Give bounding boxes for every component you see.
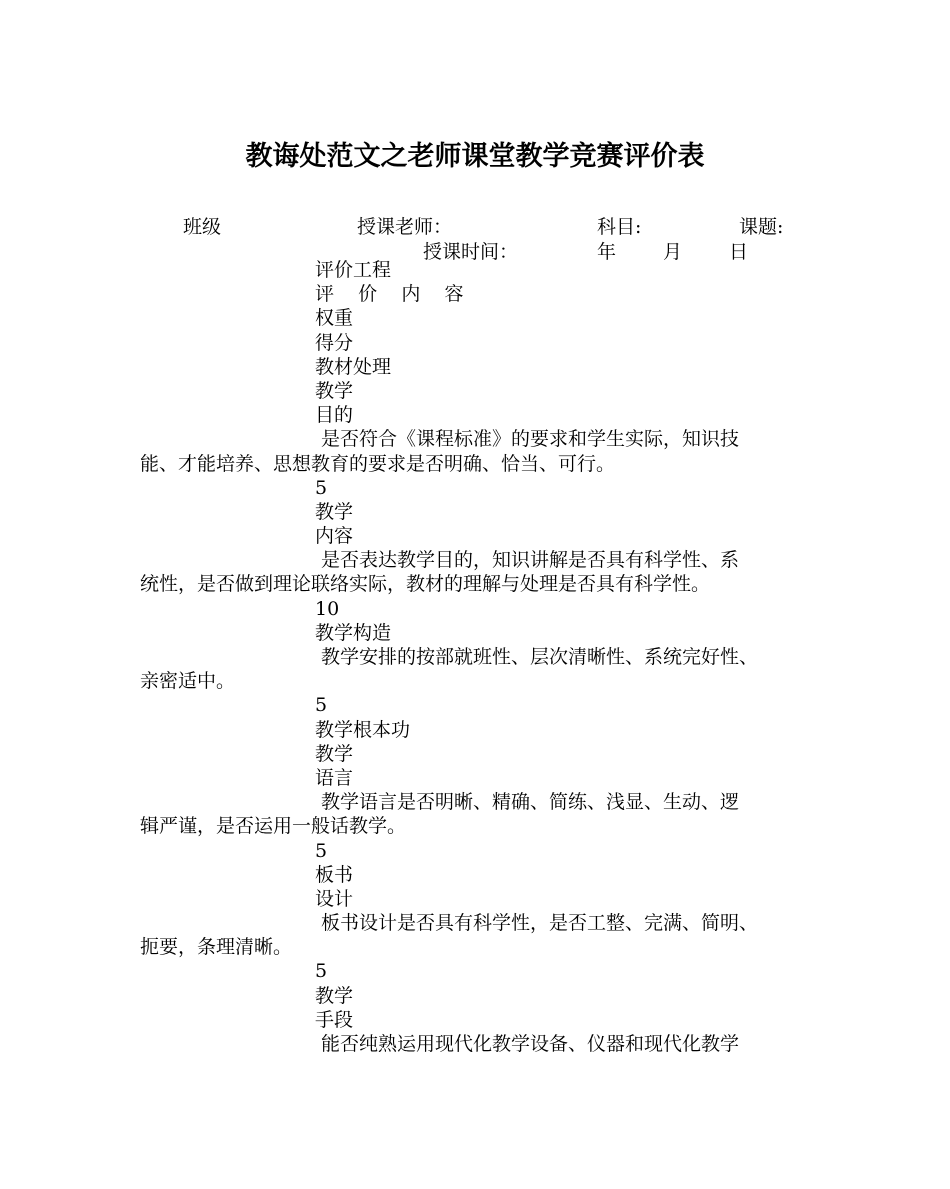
row-item-label: 目的 (315, 404, 354, 427)
row-item-label: 教学 (315, 984, 354, 1007)
row-item-label: 教学 (315, 742, 354, 765)
row-weight: 5 (315, 476, 328, 499)
category-label: 教材处理 (315, 355, 392, 378)
row-item-label: 教学 (315, 500, 354, 523)
row-item-label: 教学 (315, 379, 354, 402)
row-description: 是否符合《课程标准》的要求和学生实际，知识技 (321, 428, 740, 451)
row-item-label: 教学构造 (315, 621, 392, 644)
topic-label: 课题: (739, 216, 784, 238)
row-description: 是否表达教学目的，知识讲解是否具有科学性、系 (321, 549, 740, 572)
row-weight: 5 (315, 694, 328, 717)
row-weight: 5 (315, 960, 328, 983)
teacher-label: 授课老师： (357, 216, 453, 238)
row-weight: 5 (315, 839, 328, 862)
subject-label: 科目: (597, 216, 642, 238)
row-description-continued: 辑严谨，是否运用一般话教学。 (140, 815, 407, 838)
row-description: 能否纯熟运用现代化教学设备、仪器和现代化教学 (321, 1033, 740, 1055)
column-header-weight: 权重 (315, 307, 354, 330)
evaluation-table-flow (140, 258, 835, 1056)
column-header-score: 得分 (315, 331, 354, 354)
row-description-continued: 能、才能培养、思想教育的要求是否明确、恰当、可行。 (140, 452, 616, 475)
day-label: 日 (729, 241, 749, 263)
row-description: 板书设计是否具有科学性，是否工整、完满、简明、 (321, 912, 759, 935)
row-item-label: 设计 (315, 887, 354, 910)
row-description-continued: 亲密适中。 (140, 670, 236, 693)
row-description: 教学安排的按部就班性、层次清晰性、系统完好性、 (321, 646, 759, 668)
class-label: 班级 (183, 216, 222, 238)
time-label: 授课时间： (423, 241, 519, 263)
column-header-item: 评价工程 (315, 259, 392, 281)
row-description-continued: 统性，是否做到理论联络实际，教材的理解与处理是否具有科学性。 (140, 573, 711, 596)
category-label: 教学根本功 (315, 718, 411, 741)
year-label: 年 (597, 241, 617, 263)
row-description-continued: 扼要，条理清晰。 (140, 936, 293, 959)
row-weight: 10 (315, 597, 340, 620)
document-title: 教诲处范文之老师课堂教学竞赛评价表 (245, 141, 705, 172)
row-description: 教学语言是否明晰、精确、简练、浅显、生动、逻 (321, 791, 740, 814)
row-item-label: 语言 (315, 766, 354, 789)
row-item-label: 内容 (315, 525, 354, 548)
row-item-label: 手段 (315, 1008, 354, 1031)
row-item-label: 板书 (315, 863, 354, 886)
month-label: 月 (663, 241, 683, 263)
column-header-content: 评 价 内 容 (315, 283, 464, 306)
